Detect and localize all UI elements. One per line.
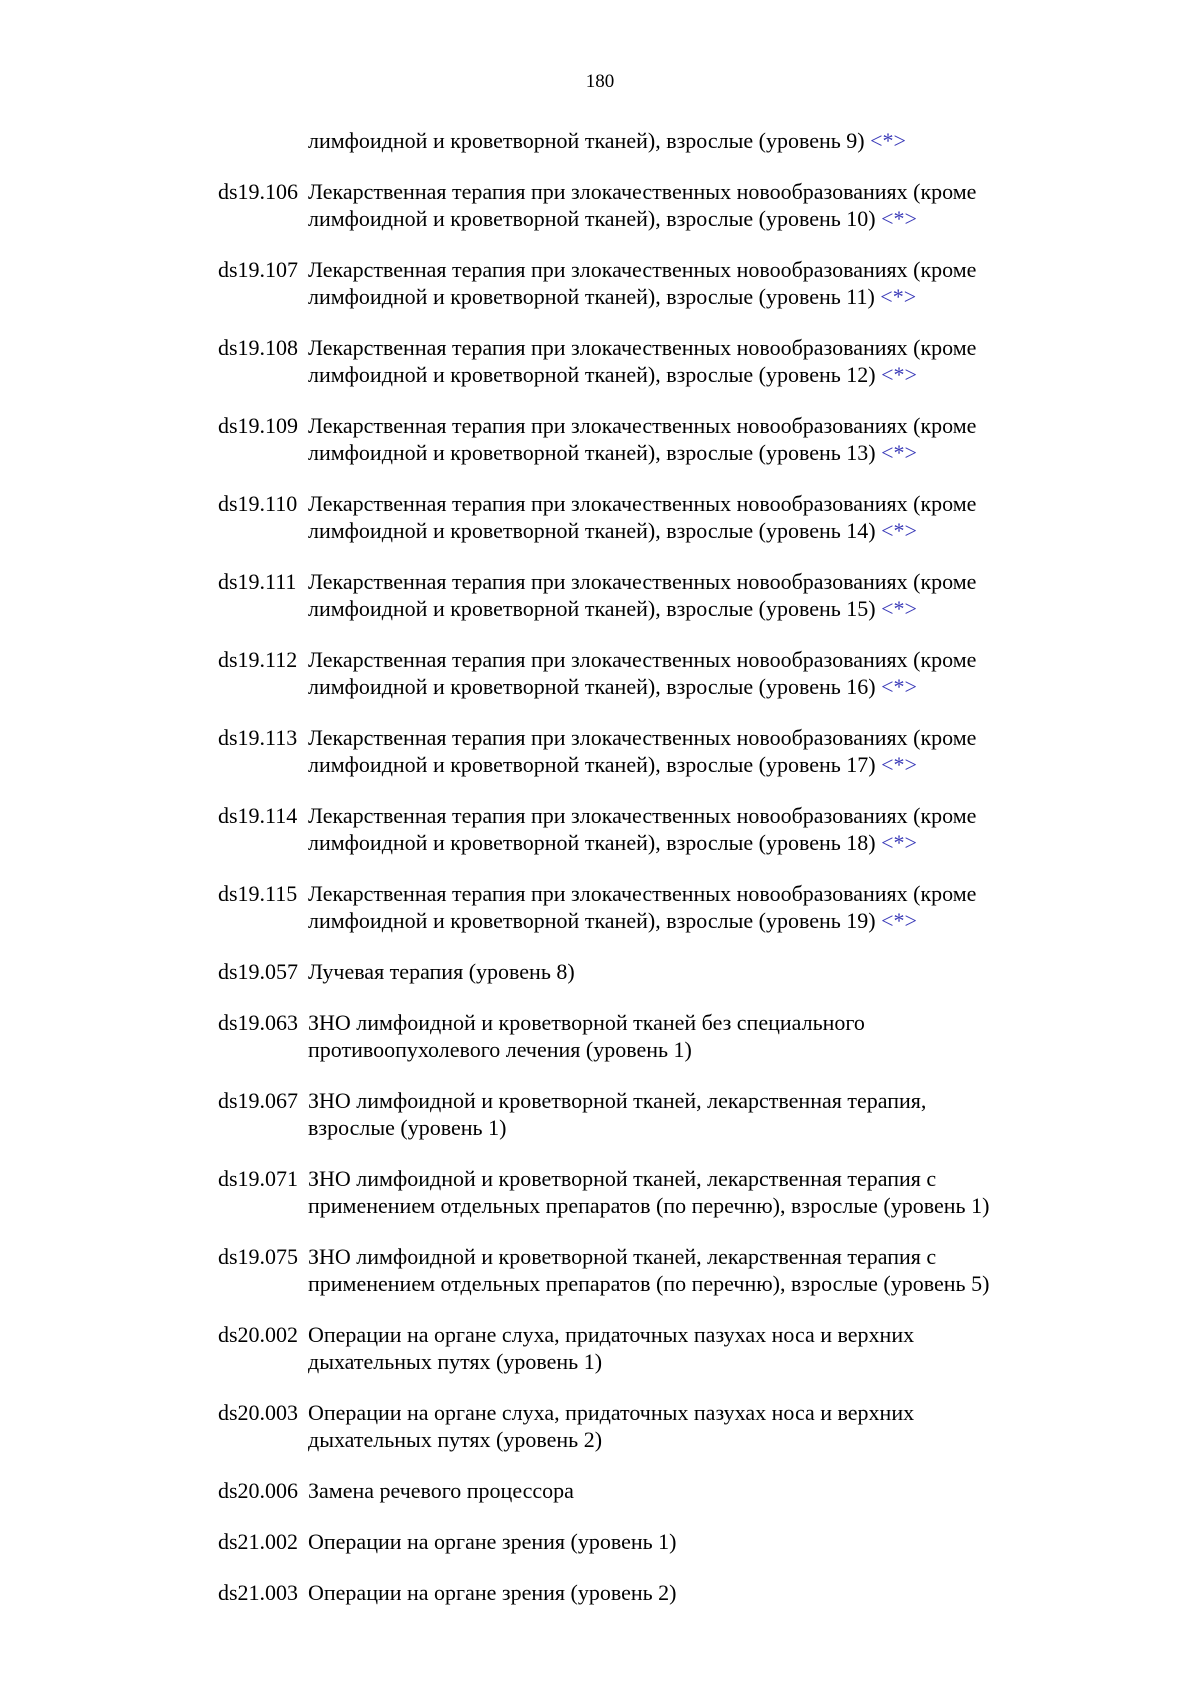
- footnote-ref: <*>: [881, 362, 917, 387]
- entry-description: [308, 334, 1098, 388]
- entry-line-2-text: лимфоидной и кроветворной тканей), взрослые (уровень 13): [308, 440, 882, 465]
- entry-line-2-text: дыхательных путях (уровень 2): [308, 1427, 603, 1452]
- entry-line-2: [308, 517, 1098, 544]
- entry-line-2: [308, 907, 1098, 934]
- entry-code: ds19.108: [218, 335, 299, 360]
- entry-line-2-text: лимфоидной и кроветворной тканей), взрослые (уровень 12): [308, 362, 882, 387]
- entry-line-1: ЗНО лимфоидной и кроветворной тканей, лекарственная терапия,: [308, 1088, 927, 1113]
- entry-line-2: [308, 1270, 1098, 1297]
- entry-description: [308, 1243, 1098, 1297]
- table-row: [0, 1009, 1200, 1063]
- entry-description: [308, 1528, 1098, 1555]
- table-row: [0, 334, 1200, 388]
- entry-line-2-text: противоопухолевого лечения (уровень 1): [308, 1037, 692, 1062]
- footnote-ref: <*>: [880, 284, 917, 309]
- entry-code: ds19.113: [218, 725, 298, 750]
- table-row: [0, 490, 1200, 544]
- entry-code: ds19.114: [218, 803, 298, 828]
- entry-code: ds20.003: [218, 1400, 299, 1425]
- entry-line-2-text: лимфоидной и кроветворной тканей), взрослые (уровень 15): [308, 596, 882, 621]
- entry-line-1: Лекарственная терапия при злокачественных новообразованиях (кроме: [308, 257, 977, 282]
- entry-code: ds19.071: [218, 1166, 299, 1191]
- entry-description: [308, 724, 1098, 778]
- entry-code: ds19.112: [218, 647, 298, 672]
- entry-line-2-text: взрослые (уровень 1): [308, 1115, 507, 1140]
- entry-line-2: [308, 673, 1098, 700]
- footnote-ref: <*>: [881, 830, 917, 855]
- entry-description: [308, 1321, 1098, 1375]
- entry-description: [308, 1579, 1098, 1606]
- entry-list: [0, 127, 1200, 1630]
- entry-line-1: ЗНО лимфоидной и кроветворной тканей, лекарственная терапия с: [308, 1244, 937, 1269]
- entry-code: ds19.109: [218, 413, 299, 438]
- table-row: [0, 802, 1200, 856]
- entry-line-2: [308, 1348, 1098, 1375]
- entry-description: [308, 646, 1098, 700]
- entry-line-1: ЗНО лимфоидной и кроветворной тканей без специального: [308, 1010, 865, 1035]
- table-row: [0, 1579, 1200, 1606]
- entry-code-empty: [0, 127, 308, 154]
- entry-code: ds19.111: [218, 569, 297, 594]
- entry-code: ds19.075: [218, 1244, 299, 1269]
- entry-code: ds19.107: [218, 257, 299, 282]
- entry-description: [308, 568, 1098, 622]
- entry-line-2: [308, 1426, 1098, 1453]
- table-row: [0, 1399, 1200, 1453]
- table-row: [0, 568, 1200, 622]
- table-row: [0, 256, 1200, 310]
- entry-line-2-text: дыхательных путях (уровень 1): [308, 1349, 603, 1374]
- entry-description: [308, 1165, 1098, 1219]
- entry-line-1: Операции на органе зрения (уровень 2): [308, 1580, 677, 1605]
- entry-description: [308, 490, 1098, 544]
- entry-line-2: [308, 361, 1098, 388]
- entry-code: ds20.002: [218, 1322, 299, 1347]
- table-row: [0, 1243, 1200, 1297]
- entry-code: ds21.003: [218, 1580, 299, 1605]
- entry-description: [308, 256, 1098, 310]
- entry-line-2: [308, 1114, 1098, 1141]
- entry-description: [308, 1087, 1098, 1141]
- entry-code: ds21.002: [218, 1529, 299, 1554]
- entry-code: ds19.110: [218, 491, 298, 516]
- entry-code: ds20.006: [218, 1478, 299, 1503]
- table-row: [0, 880, 1200, 934]
- entry-description: [308, 178, 1098, 232]
- continuation-text: лимфоидной и кроветворной тканей), взрослые (уровень 9): [308, 128, 871, 153]
- entry-code: ds19.057: [218, 959, 299, 984]
- entry-description: [308, 412, 1098, 466]
- footnote-ref: <*>: [870, 128, 906, 153]
- entry-description: [308, 1477, 1098, 1504]
- entry-description: [308, 1009, 1098, 1063]
- table-row: [0, 1477, 1200, 1504]
- entry-description: [308, 127, 1098, 154]
- entry-line-1: Замена речевого процессора: [308, 1478, 574, 1503]
- entry-line-1: Операции на органе зрения (уровень 1): [308, 1529, 677, 1554]
- continuation-row: [0, 127, 1200, 154]
- entry-line-2-text: лимфоидной и кроветворной тканей), взрослые (уровень 14): [308, 518, 882, 543]
- entry-line-2-text: применением отдельных препаратов (по перечню), взрослые (уровень 5): [308, 1271, 990, 1296]
- entry-line-1: Лучевая терапия (уровень 8): [308, 959, 575, 984]
- footnote-ref: <*>: [881, 752, 917, 777]
- entry-line-1: Операции на органе слуха, придаточных пазухах носа и верхних: [308, 1322, 915, 1347]
- table-row: [0, 1321, 1200, 1375]
- entry-line-2: [308, 595, 1098, 622]
- footnote-ref: <*>: [881, 518, 917, 543]
- entry-line-1: Лекарственная терапия при злокачественных новообразованиях (кроме: [308, 647, 977, 672]
- table-row: [0, 1165, 1200, 1219]
- entry-line-2: [308, 439, 1098, 466]
- entry-line-2: [308, 829, 1098, 856]
- footnote-ref: <*>: [881, 206, 917, 231]
- entry-line-1: ЗНО лимфоидной и кроветворной тканей, лекарственная терапия с: [308, 1166, 937, 1191]
- footnote-ref: <*>: [881, 440, 917, 465]
- table-row: [0, 724, 1200, 778]
- entry-code: ds19.115: [218, 881, 298, 906]
- entry-code: ds19.067: [218, 1088, 299, 1113]
- entry-line-2-text: лимфоидной и кроветворной тканей), взрослые (уровень 18): [308, 830, 882, 855]
- entry-line-2: [308, 205, 1098, 232]
- entry-line-1: Лекарственная терапия при злокачественных новообразованиях (кроме: [308, 413, 977, 438]
- entry-line-2-text: лимфоидной и кроветворной тканей), взрослые (уровень 19): [308, 908, 882, 933]
- table-row: [0, 646, 1200, 700]
- table-row: [0, 178, 1200, 232]
- table-row: [0, 1528, 1200, 1555]
- entry-line-1: Лекарственная терапия при злокачественных новообразованиях (кроме: [308, 335, 977, 360]
- entry-line-2: [308, 283, 1098, 310]
- entry-line-1: Лекарственная терапия при злокачественных новообразованиях (кроме: [308, 803, 977, 828]
- entry-line-1: Лекарственная терапия при злокачественных новообразованиях (кроме: [308, 491, 977, 516]
- entry-line-1: Лекарственная терапия при злокачественных новообразованиях (кроме: [308, 179, 977, 204]
- entry-line-2: [308, 1036, 1098, 1063]
- entry-line-1: Лекарственная терапия при злокачественных новообразованиях (кроме: [308, 569, 977, 594]
- entry-line-1: Лекарственная терапия при злокачественных новообразованиях (кроме: [308, 881, 977, 906]
- footnote-ref: <*>: [881, 674, 917, 699]
- footnote-ref: <*>: [881, 908, 917, 933]
- entry-line-2-text: лимфоидной и кроветворной тканей), взрослые (уровень 16): [308, 674, 882, 699]
- entry-code: ds19.106: [218, 179, 299, 204]
- entry-line-2-text: лимфоидной и кроветворной тканей), взрослые (уровень 10): [308, 206, 882, 231]
- page-number: 180: [585, 71, 615, 92]
- table-row: [0, 1087, 1200, 1141]
- entry-line-2-text: лимфоидной и кроветворной тканей), взрослые (уровень 17): [308, 752, 882, 777]
- entry-line-1: Операции на органе слуха, придаточных пазухах носа и верхних: [308, 1400, 915, 1425]
- footnote-ref: <*>: [881, 596, 917, 621]
- entry-description: [308, 958, 1098, 985]
- entry-description: [308, 802, 1098, 856]
- table-row: [0, 958, 1200, 985]
- entry-line-2-text: лимфоидной и кроветворной тканей), взрослые (уровень 11): [308, 284, 881, 309]
- entry-line-1: Лекарственная терапия при злокачественных новообразованиях (кроме: [308, 725, 977, 750]
- entry-code: ds19.063: [218, 1010, 299, 1035]
- table-row: [0, 412, 1200, 466]
- entry-line-2: [308, 1192, 1098, 1219]
- entry-description: [308, 1399, 1098, 1453]
- entry-description: [308, 880, 1098, 934]
- entry-line-2-text: применением отдельных препаратов (по перечню), взрослые (уровень 1): [308, 1193, 990, 1218]
- entry-line-2: [308, 751, 1098, 778]
